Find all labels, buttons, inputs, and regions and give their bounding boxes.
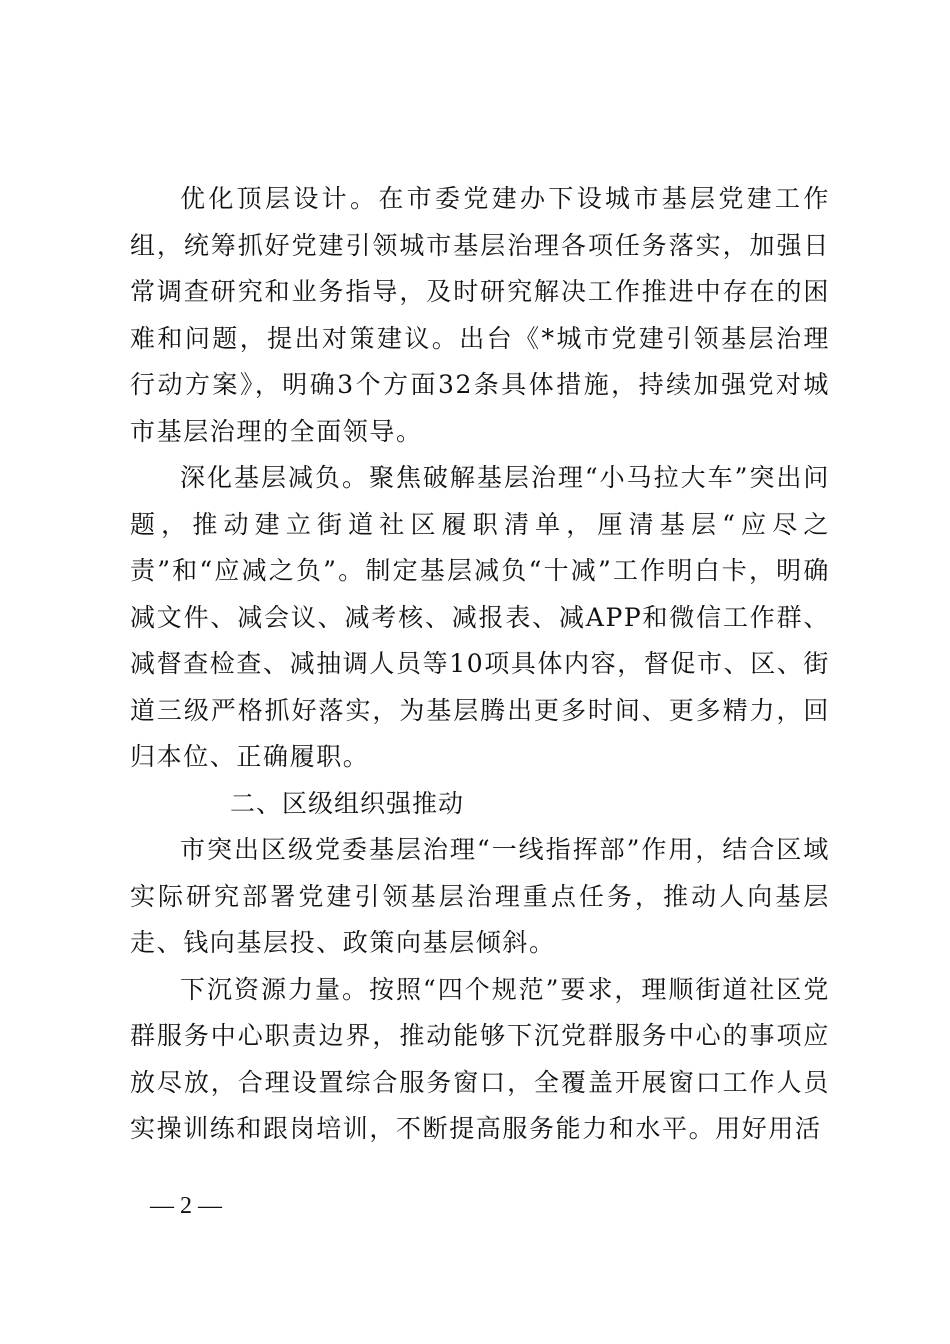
paragraph-optimize-top-design: 优化顶层设计。在市委党建办下设城市基层党建工作组，统筹抓好党建引领城市基层治理各项任务落实，加强日常调查研究和业务指导，及时研究解决工作推进中存在的困难和问题，提出对策建议。出台《*城市党建引领基层治理行动方案》，明确3个方面32条具体措施，持续加强党对城市基层治理的全面领导。 (130, 184, 830, 446)
page-number: — 2 — (150, 1193, 222, 1219)
section-heading-district: 二、区级组织强推动 (230, 788, 465, 818)
document-body (130, 176, 830, 1153)
paragraph-district-command: 市突出区级党委基层治理“一线指挥部”作用，结合区域实际研究部署党建引领基层治理重点任务，推动人向基层走、钱向基层投、政策向基层倾斜。 (130, 835, 830, 957)
paragraph-sink-resources: 下沉资源力量。按照“四个规范”要求，理顺街道社区党群服务中心职责边界，推动能够下沉党群服务中心的事项应放尽放，合理设置综合服务窗口，全覆盖开展窗口工作人员实操训练和跟岗培训，不断提高服务能力和水平。用好用活 (130, 974, 830, 1143)
paragraph-deepen-burden-reduction: 深化基层减负。聚焦破解基层治理“小马拉大车”突出问题，推动建立街道社区履职清单，厘清基层“应尽之责”和“应减之负”。制定基层减负“十减”工作明白卡，明确减文件、减会议、减考核、减报表、减APP和微信工作群、减督查检查、减抽调人员等10项具体内容，督促市、区、街道三级严格抓好落实，为基层腾出更多时间、更多精力，回归本位、正确履职。 (130, 463, 831, 771)
